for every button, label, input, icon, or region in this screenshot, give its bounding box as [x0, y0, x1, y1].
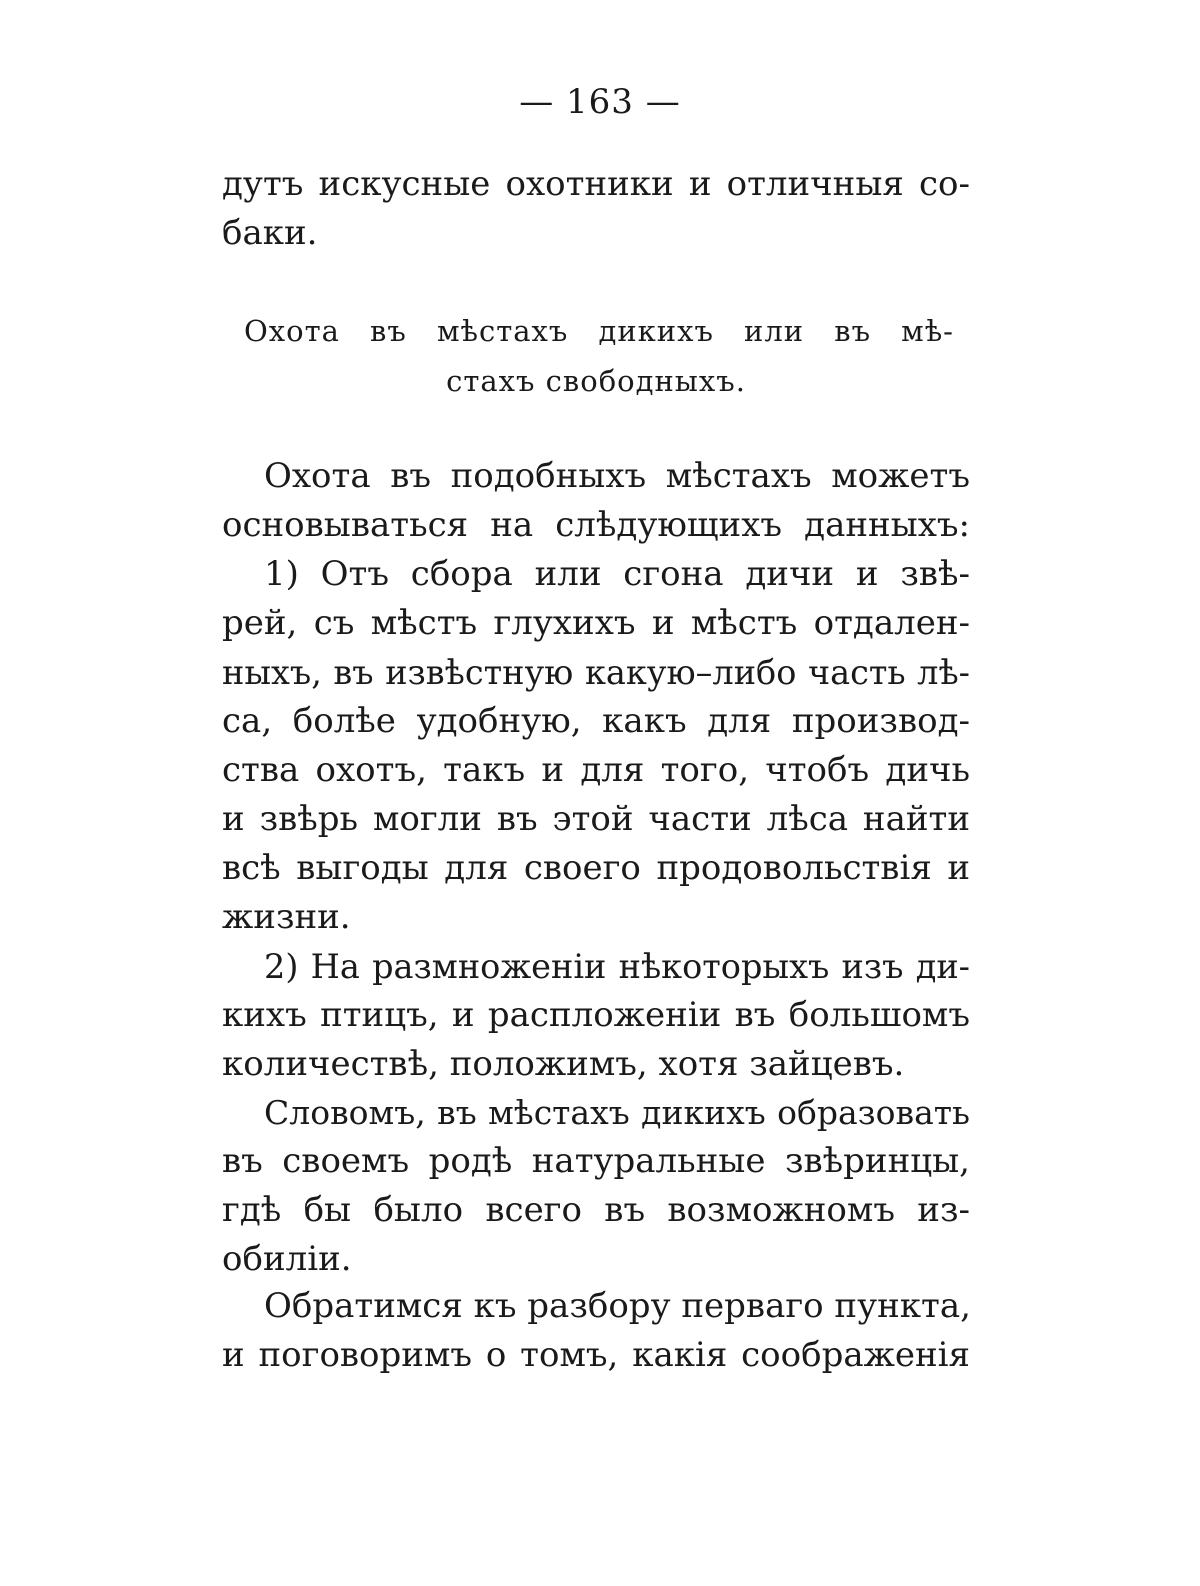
text-line: ныхъ, въ извѣстную какую–либо часть лѣ-	[222, 653, 970, 692]
paragraph	[222, 1088, 970, 1284]
text-line: 1) Отъ сбора или сгона дичи и звѣ-	[264, 554, 970, 594]
text-line: Словомъ, въ мѣстахъ дикихъ образовать	[264, 1093, 970, 1132]
text-line: ства охотъ, такъ и для того, чтобъ дичь	[222, 750, 970, 790]
paragraph	[222, 942, 970, 1089]
continuation-paragraph	[222, 160, 970, 258]
section-heading	[222, 306, 970, 406]
text-line: кихъ птицъ, и распложеніи въ большомъ	[222, 995, 970, 1035]
heading-line: стахъ свободныхъ.	[446, 364, 746, 398]
text-line: Обратимся къ разбору перваго пункта,	[264, 1286, 971, 1326]
text-line: и поговоримъ о томъ, какія соображенія	[222, 1335, 970, 1375]
text-line: 2) На размноженіи нѣкоторыхъ изъ ди-	[264, 947, 970, 986]
paragraph	[222, 550, 970, 942]
text-line: количествѣ, положимъ, хотя зайцевъ.	[222, 1044, 905, 1084]
page-number: — 163 —	[519, 82, 681, 122]
paragraph	[222, 452, 970, 550]
heading-line: Охота въ мѣстахъ дикихъ или въ мѣ-	[244, 314, 954, 348]
text-line: баки.	[222, 213, 318, 253]
paragraph	[222, 1282, 970, 1380]
text-line: са, болѣе удобную, какъ для производ-	[222, 701, 970, 741]
text-line: всѣ выгоды для своего продовольствія и	[222, 848, 970, 888]
text-line: гдѣ бы было всего въ возможномъ из-	[222, 1190, 970, 1230]
text-line: обиліи.	[222, 1239, 352, 1279]
text-line: жизни.	[222, 897, 351, 937]
text-line: дутъ искусные охотники и отличныя со-	[222, 164, 970, 204]
text-line: Охота въ подобныхъ мѣстахъ можетъ	[264, 456, 970, 496]
text-line: рей, съ мѣстъ глухихъ и мѣстъ отдален-	[222, 603, 970, 643]
text-line: въ своемъ родѣ натуральные звѣринцы,	[222, 1141, 970, 1181]
text-line: и звѣрь могли въ этой части лѣса найти	[222, 799, 970, 839]
text-line: основываться на слѣдующихъ данныхъ:	[222, 505, 970, 545]
